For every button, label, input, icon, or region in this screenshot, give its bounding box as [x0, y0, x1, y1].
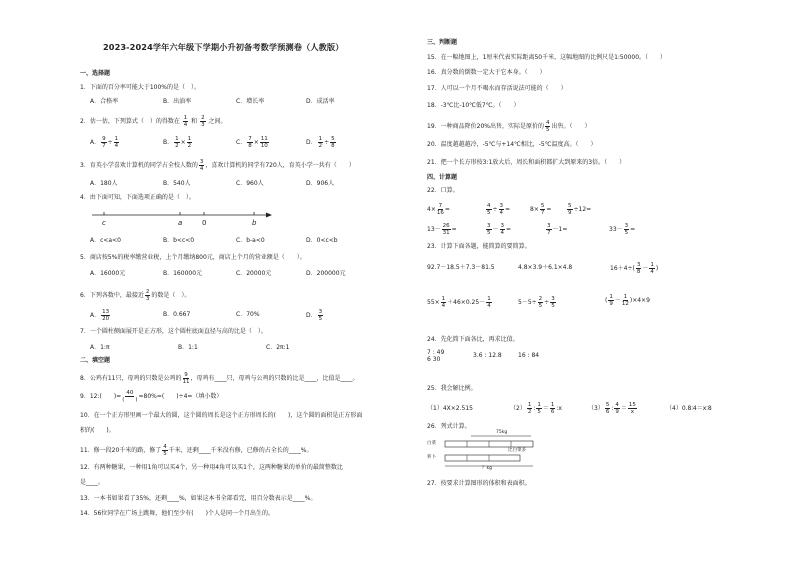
q2-option-c: C． $\frac{7}{8}$ × $\frac{11}{10}$ — [236, 136, 268, 149]
diagram-label-cabbage: 白菜 — [427, 441, 436, 446]
q3-option-b: B．540人 — [163, 180, 191, 187]
q25-item-2: （2） $\frac{1}{2}$ : $\frac{1}{5}$ ＝ $\frac{1}{6}$ :x — [510, 402, 562, 415]
question-11: 11．修一段20千米的路，修了 $\frac{4}{5}$ 千米，还剩____千米没有修，已修的占全长的____%。 — [80, 444, 313, 457]
question-13: 13．一本书如果看了35%，还剩____%，如果这本书全部看完，用百分数表示是____%。 — [80, 495, 317, 502]
question-8: 8．公鸡有11只，母鸡的只数是公鸡的 $\frac{9}{11}$ ，母鸡有____只，母鸡与公鸡的只数的比是____，比值是____。 — [80, 372, 359, 385]
question-18: 18．-3℃比-10℃低7℃。（ ） — [427, 102, 520, 109]
q25-item-3: （3） $\frac{5}{6}$ : $\frac{4}{9}$ ＝ $\frac{15}{x}$ — [588, 402, 636, 415]
q22-item-6: $\frac{3}{5}$ － $\frac{3}{4}$ = — [487, 223, 512, 236]
label-zero: 0 — [202, 219, 207, 227]
q2-option-d: D． $\frac{1}{2}$ ÷ $\frac{5}{8}$ — [306, 136, 335, 149]
question-17: 17．人可以一个月不喝水而存活说法可能的（ ） — [427, 85, 567, 92]
question-16: 16．真分数的倒数一定大于它本身。（ ） — [427, 69, 546, 76]
bar-model-diagram — [427, 433, 557, 473]
section-choice: 一、选择题 — [80, 70, 111, 77]
q1-option-d: D．成活率 — [306, 98, 335, 105]
question-20: 20．温度越越越冷，-5℃与+14℃相比，-5℃温度高。（ ） — [427, 141, 597, 148]
diagram-label-75kg: 75kg — [496, 430, 508, 435]
question-4: 4．由下面可知，下面选项正确的是（ ）。 — [80, 194, 195, 201]
q1-option-c: C．增长率 — [236, 98, 265, 105]
q22-item-4: $\frac{5}{9}$ ÷12= — [568, 203, 592, 216]
question-5: 5．商店按5%的税率缴营业税，上个月缴纳800元，商店上个月的营业额是（ ）。 — [80, 254, 306, 261]
q4-option-a: A．c<a<0 — [90, 237, 121, 244]
q23-item-3: 16＋4÷( $\frac{3}{8}$ － $\frac{1}{4}$ ) — [610, 262, 659, 275]
q3-option-a: A．180人 — [90, 180, 118, 187]
q2-option-a: A． $\frac{9}{7}$ ÷ $\frac{1}{4}$ — [90, 136, 119, 149]
q7-option-a: A．1:π — [90, 344, 110, 351]
q5-option-a: A．16000元 — [90, 270, 126, 277]
q22-item-3: 8× $\frac{5}{7}$ = — [530, 203, 552, 216]
q5-option-d: D．200000元 — [306, 270, 346, 277]
q5-option-b: B．160000元 — [163, 270, 203, 277]
q22-item-2: $\frac{4}{5}$ ÷ $\frac{3}{4}$ = — [487, 203, 511, 216]
question-9: 9．12:( )= $\frac{40}{( )}$ =80%=( )÷4=（填小数） — [80, 390, 223, 403]
q23-item-4: 55× $\frac{1}{4}$ ＋46×0.25－ $\frac{1}{4}$ — [427, 296, 491, 309]
question-21: 21．把一个长方形按3:1放大后，周长和面积都扩大到原来的3倍。（ ） — [427, 159, 626, 166]
section-fill: 二、填空题 — [80, 357, 111, 364]
q23-item-6: ( $\frac{1}{9}$ － $\frac{1}{12}$ )×4×9 — [605, 294, 650, 307]
q2-option-b: B． $\frac{1}{2}$ × $\frac{1}{2}$ — [163, 136, 192, 149]
q24-item-2: 3.6 : 12.8 — [473, 352, 502, 359]
q1-option-a: A．合格率 — [90, 98, 119, 105]
q25-item-4: （4）0.8∶4＝x∶8 — [666, 405, 712, 412]
label-c: c — [102, 219, 106, 227]
question-24: 24．先化简下面各比，再求比值。 — [427, 336, 519, 343]
question-19: 19．一种商品降价20%出售，实际是原价的 $\frac{4}{5}$ 出售。（ ） — [427, 120, 591, 133]
q24-item-3: 16 : 84 — [518, 352, 540, 359]
diagram-label-more: 比白菜多 — [508, 448, 526, 453]
q23-item-2: 4.8×3.9＋6.1×4.8 — [518, 264, 573, 271]
question-1: 1．下面的百分率可能大于100%的是（ ）。 — [80, 84, 200, 91]
question-27: 27．按要求计算图形的体积和表面积。 — [427, 480, 531, 487]
section-judge: 三、判断题 — [427, 39, 458, 46]
question-12: 12．有两种糖果，一种用1角可以买4个，另一种用4角可以买1个，这两种糖果的单价的最简整数比 — [80, 464, 343, 471]
question-7: 7．一个圆柱侧面展开是正方形，这个圆柱底面直径与高的比是（ ）。 — [80, 328, 267, 335]
diagram-label-radish: 萝卜 — [427, 455, 436, 460]
q23-item-1: 92.7－18.5＋7.3－81.5 — [427, 264, 495, 271]
section-calc: 四、计算题 — [427, 174, 458, 181]
q3-option-c: C．960人 — [236, 180, 264, 187]
q6-option-b: B．0.667 — [163, 311, 191, 318]
fraction: $\frac{2}{3}$ — [201, 115, 205, 128]
question-15: 15．在一幅地图上，1厘米代表实际距离50千米，这幅地图的比例尺是1:50000。（ ） — [427, 54, 667, 61]
q7-option-b: B．1:1 — [178, 344, 198, 351]
q6-option-c: C．70% — [236, 311, 260, 318]
q25-item-1: （1）4Ⅹ×2.515 — [427, 405, 473, 412]
question-12-cont: 是____。 — [80, 479, 105, 486]
question-14: 14．56位同学在广场上跳舞，他们至少有( )个人是同一个月出生的。 — [80, 510, 274, 517]
q22-item-5: 13－ $\frac{26}{31}$ = — [427, 223, 457, 236]
q3-option-d: D．906人 — [306, 180, 335, 187]
question-26: 26．列式计算。 — [427, 423, 471, 430]
q22-item-7: $\frac{3}{7}$ －1= — [547, 223, 568, 236]
label-b: b — [252, 219, 257, 227]
diagram-label-unknown: ？kg — [482, 466, 492, 471]
question-25: 25．我会解比例。 — [427, 385, 477, 392]
q4-option-c: C．b-a<0 — [236, 237, 265, 244]
q7-option-c: C．2π:1 — [266, 344, 290, 351]
q23-item-5: 5－5÷ $\frac{2}{5}$ ÷ $\frac{3}{5}$ — [518, 296, 555, 309]
q1-option-b: B．出油率 — [163, 98, 192, 105]
q22-item-1: 4× $\frac{7}{16}$ = — [427, 203, 450, 216]
q6-option-d: D． $\frac{3}{5}$ — [306, 309, 323, 322]
q4-option-d: D．0<c<b — [306, 237, 338, 244]
q5-option-c: C．20000元 — [236, 270, 272, 277]
question-23: 23．计算下面各题，能简算的要简算。 — [427, 243, 531, 250]
question-10: 10．在一个正方形里画一个最大的圆，这个圆的周长是这个正方形周长的( )，这个圆的面积是正方形面 — [80, 412, 363, 419]
q22-item-8: 33－ $\frac{3}{5}$ = — [609, 223, 636, 236]
question-10-cont: 积的( )。 — [80, 427, 115, 434]
fraction: $\frac{1}{4}$ — [183, 115, 188, 128]
q6-option-a: A． $\frac{13}{20}$ — [90, 309, 110, 322]
question-2: 2．估一估，下列算式（ ）的得数在 $\frac{1}{4}$ 和 $\frac{2}{3}$ 之间。 — [80, 115, 227, 128]
question-6: 6．下列各数中，最接近 $\frac{2}{3}$ 的数是（ ）。 — [80, 289, 191, 302]
q4-option-b: B．b<c<0 — [163, 237, 195, 244]
page-title: 2023-2024学年六年级下学期小升初备考数学预测卷（人教版） — [103, 42, 344, 52]
label-a: a — [178, 219, 183, 227]
question-22: 22．口算。 — [427, 187, 459, 194]
question-3: 3．育英小学喜欢计算机的同学占全校人数的 $\frac{3}{4}$ ，喜欢计算机的同学有720人，育英小学一共有（ ） — [80, 159, 355, 172]
q24-item-1: 7 : 49 6 30 — [427, 349, 445, 363]
